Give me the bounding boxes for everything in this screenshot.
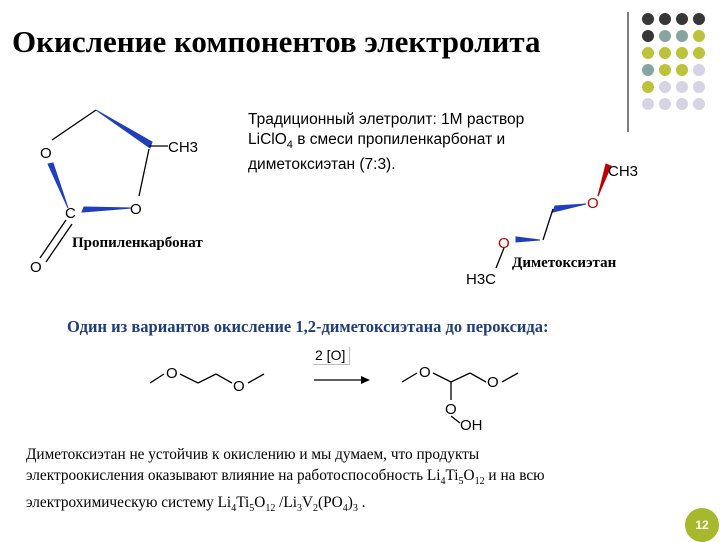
conclusion-line-3 xyxy=(26,492,666,519)
dme-wedge-2 xyxy=(516,237,540,242)
electrolyte-salt-subscript: 4 xyxy=(286,139,293,152)
reactant-atom-o1: O xyxy=(166,365,178,382)
conclusion-text-2d: и на всю xyxy=(484,467,545,484)
product-atom-o2: O xyxy=(487,374,499,391)
conclusion-line-2 xyxy=(26,465,666,492)
conclusion-text-3b: Ti xyxy=(236,494,250,512)
pc-atom-o1: O xyxy=(40,145,52,162)
subscript: 2 xyxy=(313,503,319,515)
subscript: 5 xyxy=(249,503,255,515)
dme-wedge-1 xyxy=(553,204,586,212)
reaction-arrowhead xyxy=(361,376,370,384)
dimethoxyethane-label: Диметоксиэтан xyxy=(512,255,617,271)
conclusion-text-2a: электроокисления оказывают влияние на работоспособность Li xyxy=(26,467,441,484)
pc-atom-ch3: CH3 xyxy=(168,139,199,156)
conclusion-text-1: Диметоксиэтан не устойчив к окислению и мы думаем, что продукты xyxy=(26,446,480,463)
pc-atom-o3: O xyxy=(130,201,142,218)
subscript: 4 xyxy=(231,503,237,515)
electrolyte-line-2: в смеси пропиленкарбонат и xyxy=(292,131,506,148)
subscript: 3 xyxy=(296,503,302,515)
subscript: 5 xyxy=(458,476,464,488)
conclusion-text-3c: O xyxy=(254,494,266,512)
dme-atom-o-upper: O xyxy=(587,195,599,212)
pc-atom-c: C xyxy=(65,205,76,222)
reaction-heading: Один из вариантов окисление 1,2-диметоксиэтана до пероксида: xyxy=(67,317,549,336)
dme-atom-ch3: CH3 xyxy=(608,163,639,180)
page-number-badge: 12 xyxy=(685,508,719,542)
page-title: Окисление компонентов электролита xyxy=(12,24,541,59)
subscript: 12 xyxy=(474,476,485,488)
reactant-atom-o2: O xyxy=(233,378,245,395)
product-atom-o3: O xyxy=(445,401,457,418)
electrolyte-line-3: диметоксиэтан (7:3). xyxy=(248,156,396,174)
conclusion-text-3a: электрохимическую систему Li xyxy=(26,494,232,512)
electrolyte-salt: LiClO xyxy=(248,131,287,148)
subscript: 4 xyxy=(342,503,348,515)
pc-bond-o1-c4 xyxy=(52,110,96,140)
pc-wedge-bond-2 xyxy=(82,207,132,212)
product-atom-o1: O xyxy=(419,364,431,381)
conclusion-text-2c: O xyxy=(463,467,475,484)
pc-bond-c5-o3 xyxy=(139,149,149,196)
conclusion-text-2b: Ti xyxy=(445,467,459,484)
pc-atom-o-carbonyl: O xyxy=(30,259,42,276)
conclusion-text-3d: /Li xyxy=(275,494,297,512)
electrolyte-line-1: Традиционный элетролит: 1М раствор xyxy=(248,111,525,128)
conclusion-text-3g: ) xyxy=(347,494,353,512)
dme-bond-2 xyxy=(543,209,553,240)
conclusion-paragraph xyxy=(26,444,666,519)
conclusion-text-3e: V xyxy=(301,494,314,512)
conclusion-line-1 xyxy=(26,444,666,465)
pc-wedge-bond-3 xyxy=(48,163,68,208)
subscript: 12 xyxy=(265,503,276,515)
dme-atom-o-lower: O xyxy=(498,235,510,252)
conclusion-text-3h: . xyxy=(357,494,366,512)
dme-atom-h3c: H3C xyxy=(466,271,497,288)
propylene-carbonate-label: Пропиленкарбонат xyxy=(72,235,203,251)
conclusion-text-3f: (PO xyxy=(318,494,343,512)
subscript: 4 xyxy=(440,476,446,488)
reaction-reagent: 2 [O] xyxy=(313,347,350,365)
pc-wedge-bond xyxy=(96,110,152,148)
subscript: 3 xyxy=(352,503,358,515)
product-atom-oh: OH xyxy=(460,417,483,434)
